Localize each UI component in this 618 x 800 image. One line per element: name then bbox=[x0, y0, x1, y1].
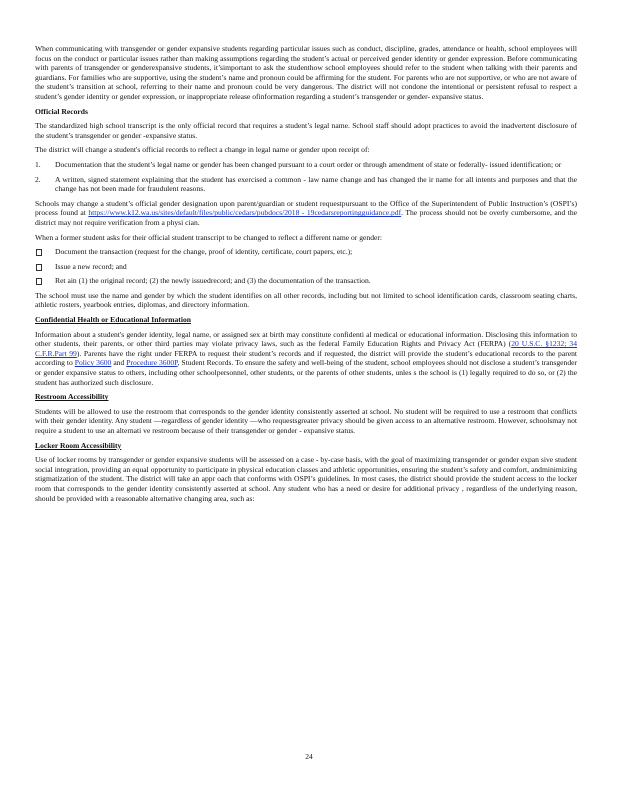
bullet-text: Issue a new record; and bbox=[55, 261, 127, 271]
paragraph-text: and bbox=[113, 358, 125, 368]
list-item-text: A written, signed statement explaining that the student has exercised a common - law name change and has changed the ir name for all intents and purposes and that the change has not been made for fraudulent reasons. bbox=[55, 174, 577, 194]
paragraph-text: . The process should not be overly cumbersome, and the district may not require verification from a physi cian. bbox=[35, 208, 578, 227]
restroom-heading bbox=[35, 392, 577, 402]
heading-text: Confidential Health or Educational Information bbox=[35, 315, 191, 325]
heading-text: Locker Room Accessibility bbox=[35, 440, 122, 450]
procedure-3600p-link[interactable]: Procedure 3600P bbox=[126, 358, 178, 368]
bullet-item bbox=[35, 247, 577, 257]
ospi-guidance-link[interactable]: https://www.k12.wa.us/sites/default/files/public/cedars/pubdocs/2018 - 19cedarsreportingguidance.pdf bbox=[88, 208, 402, 218]
paragraph-text: Schools may change a student’s official gender designation upon parent/guardian or student requestpursuant to the Office of the Superintendent of Public Instruction’s (OSPI’s) process found at bbox=[35, 198, 577, 218]
bullet-item bbox=[35, 276, 577, 286]
bullet-box-icon bbox=[36, 249, 42, 256]
official-records-paragraph-1: The standardized high school transcript is the only official record that requires a student’s legal name. School staff should adopt practices to avoid the inadvertent disclosure of the student’s transgender or gender -expansive status. bbox=[35, 121, 577, 140]
locker-room-paragraph: Use of locker rooms by transgender or gender expansive students will be assessed on a case - by-case basis, with the goal of maximizing transgender or gender expan sive student social integration, providing an equal opportunity to participate in physical education classes and athletic opportunities, ensuring the student’s safety and comfort, andminimizing stigmatization of the student. The district will take an appr oach that conforms with OSPI’s guidelines. In most cases, the district should provide the student access to the locker room that corresponds to the gender identity consistently asserted at school. Any student who has a need or desire for additional privacy , regardless of the underlying reason, should be provided with a reasonable alternative changing area, such as: bbox=[35, 455, 577, 503]
list-item-text: Documentation that the student’s legal name or gender has been changed pursuant to a court order or through amendment of state or federally- issued identification; or bbox=[55, 159, 562, 169]
restroom-paragraph: Students will be allowed to use the restroom that corresponds to the gender identity consistently asserted at school. No student will be required to use a restroom that conflicts with their gender identity. Any student —regardless of gender identity —who requestsgreater privacy should be given access to an alternative restroom. However, schoolsmay not require a student to use an alternati ve restroom because of their transgender or gender - expansive status. bbox=[35, 406, 577, 435]
bullet-text: Ret ain (1) the original record; (2) the newly issuedrecord; and (3) the documentation of the transaction. bbox=[55, 276, 371, 286]
numbered-list-item bbox=[35, 160, 577, 170]
policy-3600-link[interactable]: Policy 3600 bbox=[74, 358, 112, 368]
confidential-paragraph bbox=[35, 330, 577, 388]
list-number: 1. bbox=[35, 159, 41, 169]
official-records-paragraph-4: When a former student asks for their official student transcript to be changed to reflect a different name or gender: bbox=[35, 232, 382, 242]
confidential-heading bbox=[35, 315, 577, 325]
intro-paragraph: When communicating with transgender or gender expansive students regarding particular issues such as conduct, discipline, grades, attendance or health, school employees will focus on the conduct or particular issues rather than making assumptions regarding the student’s actual or perceived gender identity or gender expression. Before communicating with parents of transgender or genderexpansive students, it’simportant to ask the studenthow school employees should refer to the student when talking with their parents and guardians. For families who are supportive, using the student’s name and pronoun could be affirming for the student. For parents who are not supportive, or who are not aware of the student’s transition at school, referring to their name and pronoun could be very dangerous. The district will not condone the intentional or persistent refusal to respect a student’s gender identity or gender expression, or inappropriate release ofinformation regarding a student’s transgender or gender- expansive status. bbox=[35, 44, 577, 101]
document-page bbox=[35, 44, 577, 508]
bullet-item bbox=[35, 262, 577, 272]
list-number: 2. bbox=[35, 174, 41, 184]
ferpa-citation-link[interactable]: 20 U.S.C. §1232; 34 C.F.R.Part 99 bbox=[35, 339, 577, 358]
official-records-paragraph-2: The district will change a student's official records to reflect a change in legal name or gender upon receipt of: bbox=[35, 145, 370, 155]
numbered-list-item bbox=[35, 175, 577, 194]
bullet-text: Document the transaction (request for the change, proof of identity, certificate, court papers, etc.); bbox=[55, 247, 353, 257]
paragraph-text: ). Parents have the right under FERPA to request their student’s records and if requested, the district will provide the student’s educational records to the parent according to bbox=[35, 348, 577, 368]
paragraph-text: , Student Records. To ensure the safety and well-being of the student, school employees should not disclose a student’s transgender or gender expansive status to others, including other schoolpersonnel, other students, or the parents of other students, unles s the school is (1) legally required to do so, or (2) the student has authorized such disclosure. bbox=[35, 358, 578, 387]
official-records-paragraph-5: The school must use the name and gender by which the student identifies on all other records, including but not limited to school identification cards, classroom seating charts, athletic rosters, yearbook entries, diplomas, and directory information. bbox=[35, 290, 577, 310]
official-records-heading: Official Records bbox=[35, 106, 88, 116]
official-records-paragraph-3 bbox=[35, 199, 577, 228]
bullet-box-icon bbox=[36, 278, 42, 285]
heading-text: Restroom Accessibility bbox=[35, 392, 109, 402]
page-number: 24 bbox=[305, 752, 313, 761]
bullet-box-icon bbox=[36, 264, 42, 271]
locker-room-heading bbox=[35, 441, 577, 451]
paragraph-text: Information about a student's gender identity, legal name, or assigned sex at birth may constitute confidenti al medical or educational information. Disclosing this information to other students, their parents, or other third parties may violate privacy laws, such as the federal Family Education Rights and Privacy Act (FERPA) ( bbox=[35, 329, 577, 349]
